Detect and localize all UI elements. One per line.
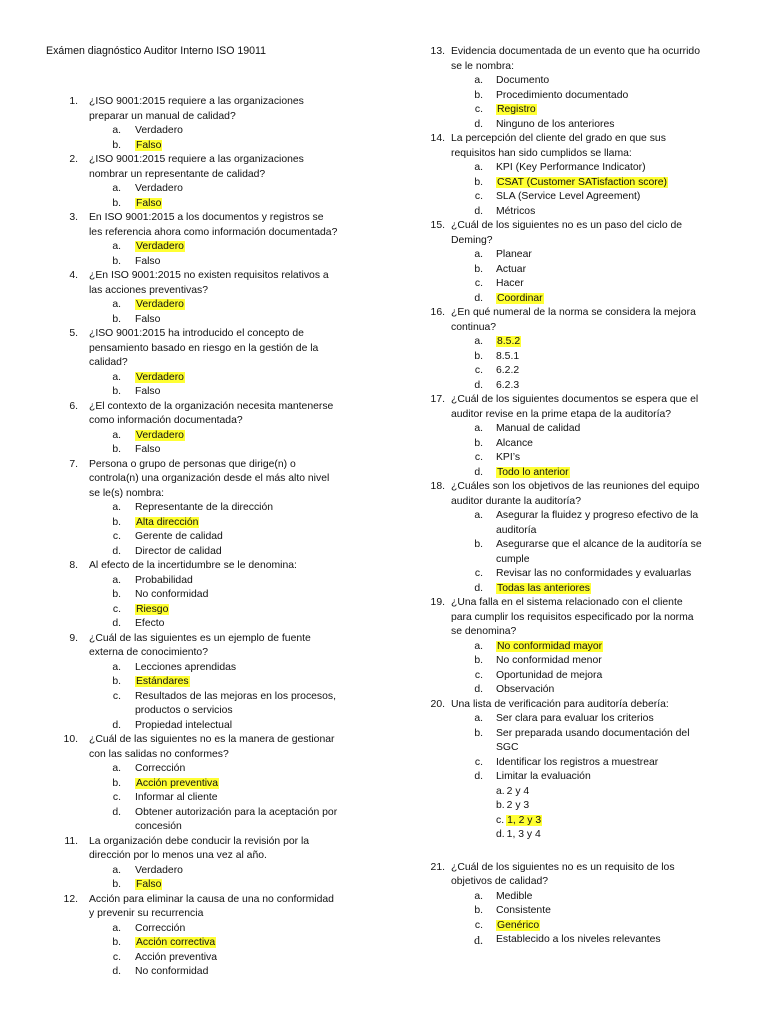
option-text [135, 371, 375, 386]
option-letter: b. [474, 905, 483, 916]
question-text: En ISO 9001:2015 a los documentos y registros se les referencia ahora como información documentada? [89, 212, 338, 238]
correct-answer-highlight: Registro [497, 104, 536, 115]
option-text: Alcance [496, 437, 533, 449]
option-text: Representante de la dirección [135, 502, 274, 513]
option-text [135, 878, 375, 893]
option-letter: a. [474, 249, 483, 260]
option-text: Corrección [135, 922, 186, 934]
option-letter: b. [474, 176, 483, 188]
question-text: Acción para eliminar la causa de una no conformidad y prevenir su recurrencia [89, 893, 334, 919]
option-letter: a. [112, 429, 121, 441]
question-number: 16. [430, 307, 445, 318]
option-text: Métricos [496, 205, 536, 217]
question-number: 6. [69, 400, 78, 412]
question-number: 1. [69, 96, 78, 107]
combination-option [496, 814, 542, 829]
question-text: ¿ISO 9001:2015 requiere a las organizaciones preparar un manual de calidad? [89, 96, 304, 122]
option-text: Verdadero [135, 864, 183, 876]
question-text: Una lista de verificación para auditoría debería: [451, 698, 669, 710]
option-text: Observación [496, 684, 555, 695]
option-text: Informar al cliente [135, 792, 218, 803]
option-letter: c. [474, 452, 483, 463]
option-letter: c. [474, 104, 483, 115]
option-text: Gerente de calidad [135, 531, 223, 542]
option-letter: b. [474, 437, 483, 449]
question-number: 9. [69, 632, 78, 644]
correct-answer-highlight: Falso [136, 879, 162, 890]
option-text [135, 429, 375, 444]
correct-answer-highlight: Coordinar [497, 292, 543, 304]
option-letter: a. [112, 502, 121, 513]
option-letter: d. [474, 292, 483, 304]
option-letter: b. [112, 516, 121, 528]
option-letter: b. [112, 197, 121, 209]
combination-text: 2 y 4 [506, 785, 530, 797]
option-letter: b. [112, 879, 121, 890]
option-text: 6.2.2 [496, 365, 520, 376]
option-text [496, 176, 751, 191]
correct-answer-highlight: Verdadero [136, 299, 184, 310]
question-number: 8. [69, 560, 78, 571]
combination-prefix: c. [496, 814, 505, 826]
correct-answer-highlight: No conformidad mayor [497, 640, 603, 652]
option-letter: d. [112, 966, 121, 977]
option-letter: b. [474, 350, 483, 362]
combination-text: 1, 3 y 4 [506, 829, 541, 840]
option-letter: d. [474, 118, 483, 130]
option-letter: b. [112, 255, 121, 267]
combination-prefix: a. [496, 785, 505, 797]
question-number: 10. [63, 734, 78, 745]
option-letter: c. [474, 191, 483, 202]
option-text [496, 103, 751, 118]
option-letter: a. [474, 423, 483, 434]
option-text: Planear [496, 249, 532, 260]
option-text [496, 292, 751, 307]
option-letter: a. [112, 763, 121, 774]
question-text: ¿Cuáles son los objetivos de las reuniones del equipo auditor durante la auditoría? [451, 481, 700, 507]
option-text [135, 240, 375, 255]
option-text: SLA (Service Level Agreement) [496, 191, 641, 202]
option-text: Oportunidad de mejora [496, 669, 603, 681]
option-letter: c. [112, 792, 121, 803]
option-letter: b. [474, 727, 483, 739]
option-letter: c. [112, 951, 121, 963]
option-letter: d. [474, 684, 483, 695]
question-text: La percepción del cliente del grado en que sus requisitos han sido cumplidos se llama: [451, 133, 666, 159]
option-text [496, 466, 751, 481]
option-text: Falso [135, 444, 161, 455]
option-text [135, 936, 375, 951]
correct-answer-highlight: Verdadero [136, 241, 184, 252]
question-number: 12. [63, 893, 78, 905]
option-text: Establecido a los niveles relevantes [496, 934, 661, 945]
option-text: Probabilidad [135, 574, 193, 586]
option-letter: c. [474, 568, 483, 579]
option-letter: a. [474, 890, 483, 902]
option-text [496, 582, 751, 597]
option-letter: a. [112, 371, 121, 383]
option-letter: a. [474, 75, 483, 86]
question-text: ¿En ISO 9001:2015 no existen requisitos relativos a las acciones preventivas? [89, 270, 329, 296]
option-text: Manual de calidad [496, 423, 581, 434]
option-text: Efecto [135, 618, 165, 629]
option-letter: b. [112, 444, 121, 455]
correct-answer-highlight: Acción preventiva [136, 777, 219, 789]
option-letter: a. [474, 336, 483, 347]
option-text: Ninguno de los anteriores [496, 118, 615, 130]
option-letter: a. [474, 640, 483, 652]
option-text [135, 197, 375, 212]
correct-answer-highlight: Riesgo [136, 603, 169, 615]
option-text: Corrección [135, 763, 186, 774]
option-text: Director de calidad [135, 545, 222, 557]
option-text: Documento [496, 75, 550, 86]
option-letter: d. [474, 379, 483, 391]
option-text: 6.2.3 [496, 379, 520, 391]
option-letter: c. [474, 669, 483, 681]
option-text: No conformidad [135, 966, 209, 977]
correct-answer-highlight: Verdadero [136, 371, 184, 383]
option-text: Lecciones aprendidas [135, 661, 237, 673]
option-text: KPI’s [496, 452, 521, 463]
option-text [496, 335, 751, 350]
question-number: 14. [430, 133, 445, 144]
question-number: 19. [430, 597, 445, 608]
option-letter: c. [474, 365, 483, 376]
combination-text: 2 y 3 [506, 800, 530, 811]
option-text: Hacer [496, 278, 524, 289]
option-letter: d. [112, 545, 121, 557]
combination-option [496, 799, 529, 814]
option-letter: b. [474, 89, 483, 101]
option-text [135, 603, 375, 618]
correct-answer-highlight: Falso [136, 197, 162, 209]
option-text: Revisar las no conformidades y evaluarlas [496, 568, 692, 579]
option-text: Ser clara para evaluar los criterios [496, 713, 654, 724]
option-text: Consistente [496, 905, 551, 916]
option-text: Asegurarse que el alcance de la auditoría se cumple [496, 539, 702, 565]
option-text: Propiedad intelectual [135, 719, 233, 731]
option-text [135, 777, 375, 792]
option-letter: b. [112, 777, 121, 789]
correct-answer-highlight: Estándares [136, 676, 189, 687]
correct-answer-highlight: Verdadero [136, 429, 184, 441]
option-text: Verdadero [135, 125, 183, 136]
question-text: ¿Una falla en el sistema relacionado con el cliente para cumplir los requisitos especificado por la norma se denomina? [451, 597, 694, 637]
option-letter: c. [474, 756, 483, 768]
option-letter: a. [112, 299, 121, 310]
combination-prefix: b. [496, 800, 505, 811]
option-text: Verdadero [135, 183, 183, 194]
option-letter: a. [112, 183, 121, 194]
question-number: 20. [430, 698, 445, 710]
option-letter: a. [112, 574, 121, 586]
option-letter: b. [112, 937, 121, 948]
correct-answer-highlight: Acción correctiva [136, 937, 216, 948]
question-number: 13. [430, 46, 445, 57]
option-letter: b. [112, 589, 121, 600]
option-text: Medible [496, 890, 533, 902]
option-text: Identificar los registros a muestrear [496, 756, 659, 768]
question-number: 3. [69, 212, 78, 223]
option-letter: c. [112, 531, 121, 542]
question-number: 5. [69, 328, 78, 339]
correct-answer-highlight: Todas las anteriores [497, 582, 590, 594]
option-text: Resultados de las mejoras en los procesos, productos o servicios [135, 690, 336, 716]
option-text: No conformidad [135, 589, 209, 600]
combination-text: 1, 2 y 3 [507, 814, 542, 826]
option-letter: b. [474, 263, 483, 275]
option-letter: d. [474, 582, 483, 594]
option-text: Falso [135, 386, 161, 397]
question-number: 18. [430, 481, 445, 492]
correct-answer-highlight: Genérico [497, 919, 540, 931]
page-title: Exámen diagnóstico Auditor Interno ISO 19011 [46, 45, 267, 57]
option-text [496, 640, 751, 655]
question-text: La organización debe conducir la revisión por la dirección por lo menos una vez al año. [89, 835, 310, 861]
option-text: KPI (Key Performance Indicator) [496, 162, 646, 173]
question-text: ¿El contexto de la organización necesita mantenerse como información documentada? [89, 400, 334, 426]
question-number: 4. [69, 270, 78, 281]
option-letter: b. [474, 655, 483, 666]
option-text: Ser preparada usando documentación del SGC [496, 727, 690, 753]
option-letter: b. [112, 676, 121, 687]
option-letter: d. [112, 806, 121, 818]
option-letter: a. [474, 713, 483, 724]
option-text: Falso [135, 255, 161, 267]
question-text: ¿En qué numeral de la norma se considera la mejora continua? [451, 307, 696, 333]
question-number: 21. [430, 861, 445, 873]
combination-option [496, 785, 529, 800]
combination-prefix: d. [496, 829, 505, 840]
option-letter: d. [474, 933, 483, 947]
option-text [135, 675, 375, 690]
option-text: Limitar la evaluación [496, 771, 591, 782]
option-letter: a. [112, 922, 121, 934]
option-text [135, 139, 375, 154]
question-text: ¿Cuál de las siguientes no es la manera de gestionar con las salidas no conformes? [89, 734, 335, 760]
question-text: ¿Cuál de los siguientes documentos se espera que el auditor revise en la prime etapa de la auditoría? [451, 394, 699, 420]
option-letter: b. [112, 313, 121, 325]
question-text: ¿Cuál de los siguientes no es un paso del ciclo de Deming? [451, 220, 683, 246]
option-letter: b. [474, 539, 483, 550]
question-text: Persona o grupo de personas que dirige(n) o controla(n) una organización desde el más alto nivel se le(s) nombra: [89, 458, 330, 499]
correct-answer-highlight: 8.5.2 [497, 336, 521, 347]
option-letter: a. [112, 864, 121, 876]
option-letter: c. [112, 603, 121, 615]
combination-option [496, 828, 541, 843]
option-text: No conformidad menor [496, 655, 602, 666]
option-letter: c. [112, 690, 121, 702]
question-text: Al efecto de la incertidumbre se le denomina: [89, 560, 297, 571]
option-letter: d. [474, 205, 483, 217]
option-text [135, 298, 375, 313]
option-text: 8.5.1 [496, 350, 520, 362]
option-text: Acción preventiva [135, 951, 218, 963]
option-letter: d. [112, 618, 121, 629]
question-text: ¿ISO 9001:2015 requiere a las organizaciones nombrar un representante de calidad? [89, 154, 304, 180]
question-number: 17. [430, 394, 445, 405]
correct-answer-highlight: Alta dirección [136, 516, 199, 528]
question-text: ¿Cuál de las siguientes es un ejemplo de fuente externa de conocimiento? [89, 632, 311, 658]
question-text: Evidencia documentada de un evento que ha ocurrido se le nombra: [451, 46, 700, 72]
option-letter: b. [112, 386, 121, 397]
correct-answer-highlight: Todo lo anterior [497, 466, 569, 478]
option-text [135, 516, 375, 531]
option-letter: a. [112, 661, 121, 673]
option-letter: a. [474, 162, 483, 173]
correct-answer-highlight: CSAT (Customer SATisfaction score) [497, 176, 667, 188]
option-text: Actuar [496, 263, 527, 275]
question-number: 7. [69, 458, 78, 470]
option-letter: d. [474, 771, 483, 782]
option-text: Procedimiento documentado [496, 89, 629, 101]
question-number: 2. [69, 154, 78, 165]
option-letter: a. [112, 125, 121, 136]
option-letter: c. [474, 919, 483, 931]
option-text [496, 919, 751, 934]
option-letter: d. [112, 719, 121, 731]
option-text: Asegurar la fluidez y progreso efectivo de la auditoría [496, 510, 699, 536]
option-letter: a. [112, 241, 121, 252]
question-text: ¿Cuál de los siguientes no es un requisito de los objetivos de calidad? [451, 861, 675, 887]
option-letter: c. [474, 278, 483, 289]
question-number: 11. [64, 835, 78, 847]
option-letter: a. [474, 510, 483, 521]
question-text: ¿ISO 9001:2015 ha introducido el concepto de pensamiento basado en riesgo en la gestión de la calidad? [89, 328, 319, 368]
option-text: Obtener autorización para la aceptación por concesión [135, 806, 338, 832]
option-letter: d. [474, 466, 483, 478]
correct-answer-highlight: Falso [136, 139, 162, 151]
option-text: Falso [135, 313, 161, 325]
option-letter: b. [112, 139, 121, 151]
question-number: 15. [430, 220, 445, 231]
